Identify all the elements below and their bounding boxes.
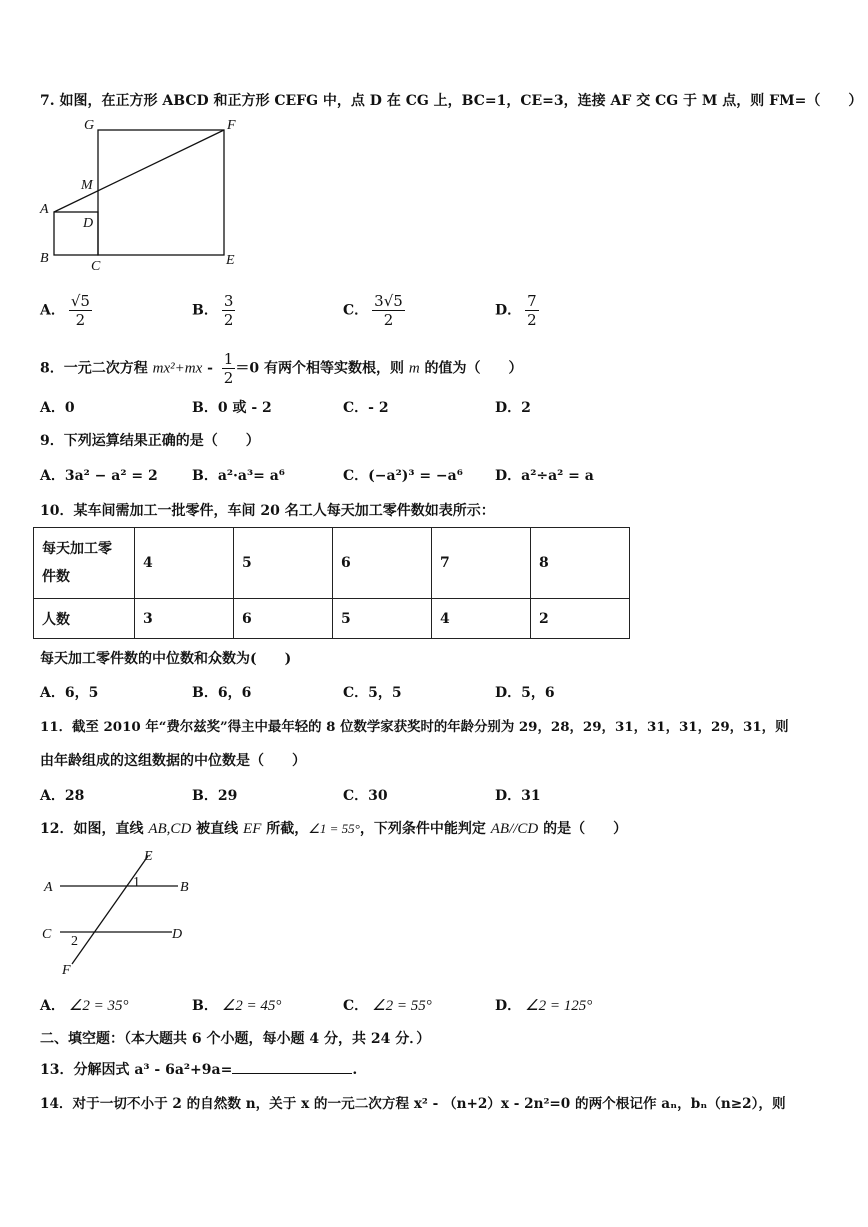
table-cell: 8 <box>531 528 630 599</box>
q9-stem: 9．下列运算结果正确的是（ ） <box>40 433 260 449</box>
q7-option-d[interactable]: D． $\frac{7}{2}$ <box>495 292 537 329</box>
q12-stem: 12．如图，直线 AB,CD 被直线 EF 所截，∠1 = 55°，下列条件中能判定 AB//CD 的是（ ） <box>40 821 628 837</box>
q7-label-e: E <box>226 253 235 268</box>
q10-option-a[interactable]: A．6，5 <box>40 685 99 701</box>
q12-label-f: F <box>62 963 71 978</box>
q11-option-d[interactable]: D．31 <box>495 788 541 804</box>
q7-option-c[interactable]: C． $\frac{3√5}{2}$ <box>343 292 403 329</box>
q12-label-e: E <box>144 849 153 864</box>
q10-option-d[interactable]: D．5，6 <box>495 685 555 701</box>
table-cell: 5 <box>234 528 333 599</box>
q7-label-m: M <box>81 178 93 193</box>
q13-stem: 13．分解因式 a³ - 6a²+9a= . <box>40 1059 357 1079</box>
q7-figure <box>36 112 256 277</box>
q10-table <box>33 527 630 639</box>
q11-stem-line2: 由年龄组成的这组数据的中位数是（ ） <box>40 753 306 769</box>
q9-option-a[interactable]: A．3a² − a² = 2 <box>40 468 158 484</box>
q12-option-d[interactable]: D． ∠2 = 125° <box>495 998 593 1014</box>
q8-option-d[interactable]: D．2 <box>495 400 531 416</box>
q11-option-b[interactable]: B．29 <box>192 788 238 804</box>
q10-stem: 10．某车间需加工一批零件，车间 20 名工人每天加工零件数如表所示： <box>40 503 495 519</box>
segment-af <box>54 130 224 212</box>
section-heading: 二、填空题：（本大题共 6 个小题，每小题 4 分，共 24 分．） <box>40 1031 431 1047</box>
q12-label-a: A <box>44 880 53 895</box>
q12-label-b: B <box>180 880 189 895</box>
q9-option-c[interactable]: C．(−a²)³ = −a⁶ <box>343 468 463 484</box>
table-row <box>34 599 630 639</box>
q12-label-d: D <box>172 927 183 942</box>
table-row <box>34 528 630 599</box>
q7-label-d: D <box>83 216 94 231</box>
q7-option-a[interactable]: A． $\frac{√5}{2}$ <box>40 292 90 329</box>
q12-figure <box>36 842 206 982</box>
table-cell: 7 <box>432 528 531 599</box>
q7-option-b[interactable]: B． $\frac{3}{2}$ <box>192 292 234 329</box>
q7-label-a: A <box>40 202 49 217</box>
q10-option-c[interactable]: C．5，5 <box>343 685 402 701</box>
q12-option-a[interactable]: A． ∠2 = 35° <box>40 998 129 1014</box>
table-cell: 3 <box>135 599 234 639</box>
q7-label-b: B <box>40 251 49 266</box>
table-header-cell: 每天加工零 件数 <box>34 528 135 599</box>
q7-label-g: G <box>84 118 95 133</box>
q10-option-b[interactable]: B．6，6 <box>192 685 252 701</box>
q7-label-f: F <box>227 118 236 133</box>
q8-option-a[interactable]: A．0 <box>40 400 75 416</box>
q7-label-c: C <box>91 259 101 274</box>
q9-option-b[interactable]: B．a²·a³= a⁶ <box>192 468 285 484</box>
q8-stem: 8．一元二次方程 mx²+mx - $\frac{1}{2}$ ＝0 有两个相等实数根，则 m 的值为（ ） <box>40 350 523 387</box>
table-cell: 4 <box>432 599 531 639</box>
answer-blank[interactable] <box>232 1059 352 1074</box>
table-cell: 6 <box>234 599 333 639</box>
q14-stem: 14．对于一切不小于 2 的自然数 n，关于 x 的一元二次方程 x² - （n+2）x - 2n²=0 的两个根记作 aₙ，bₙ（n≥2），则 <box>40 1096 786 1112</box>
q10-question: 每天加工零件数的中位数和众数为( ) <box>40 651 292 667</box>
q11-option-a[interactable]: A．28 <box>40 788 85 804</box>
table-cell: 5 <box>333 599 432 639</box>
q11-option-c[interactable]: C．30 <box>343 788 388 804</box>
table-cell: 4 <box>135 528 234 599</box>
q7-stem: 7. 如图，在正方形 ABCD 和正方形 CEFG 中，点 D 在 CG 上，BC=1，CE=3，连接 AF 交 CG 于 M 点，则 FM=（ ） <box>40 93 863 109</box>
square-cefg <box>98 130 224 255</box>
table-cell: 6 <box>333 528 432 599</box>
q9-option-d[interactable]: D．a²÷a² = a <box>495 468 594 484</box>
q12-option-c[interactable]: C． ∠2 = 55° <box>343 998 432 1014</box>
table-cell: 2 <box>531 599 630 639</box>
q12-label-1: 1 <box>133 875 140 890</box>
q8-option-b[interactable]: B．0 或 - 2 <box>192 400 272 416</box>
q12-label-2: 2 <box>71 934 78 949</box>
q12-label-c: C <box>42 927 52 942</box>
line-ef <box>72 856 148 964</box>
q8-option-c[interactable]: C．- 2 <box>343 400 389 416</box>
q11-stem-line1: 11．截至 2010 年“费尔兹奖”得主中最年轻的 8 位数学家获奖时的年龄分别为 29，28，29，31，31，31，29，31，则 <box>40 719 789 735</box>
table-header-cell: 人数 <box>34 599 135 639</box>
q12-option-b[interactable]: B． ∠2 = 45° <box>192 998 282 1014</box>
